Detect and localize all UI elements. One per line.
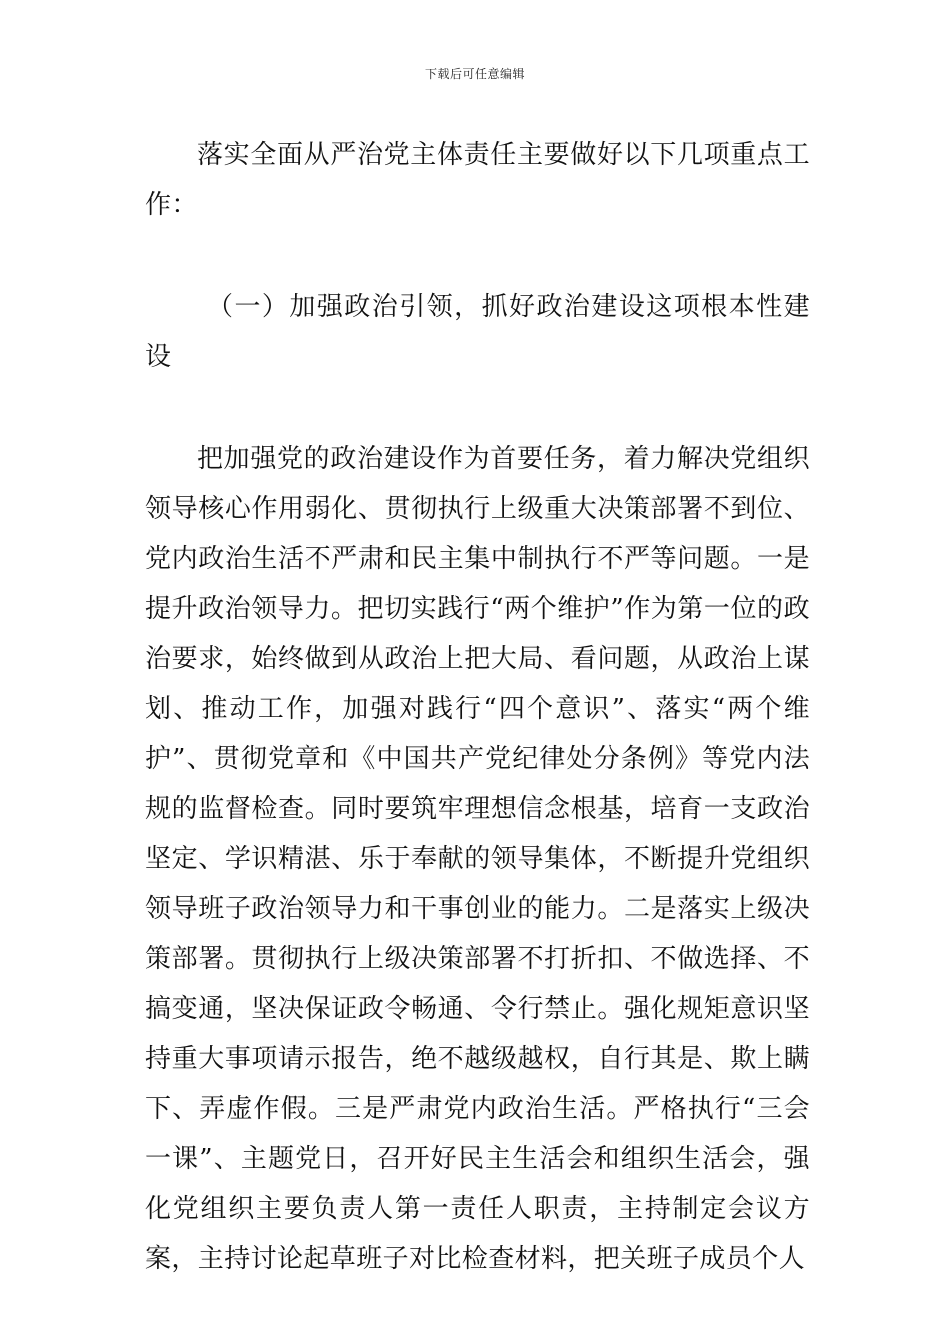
section-title: （一）加强政治引领，抓好政治建设这项根本性建设 bbox=[145, 292, 810, 372]
document-content bbox=[145, 130, 810, 1284]
header-note: 下载后可任意编辑 bbox=[424, 67, 525, 81]
body-paragraph: 把加强党的政治建设作为首要任务，着力解决党组织领导核心作用弱化、贯彻执行上级重大决策部署不到位、党内政治生活不严肃和民主集中制执行不严等问题。一是提升政治领导力。把切实践行“两个维护”作为第一位的政治要求，始终做到从政治上把大局、看问题，从政治上谋划、推动工作，加强对践行“四个意识”、落实“两个维护”、贯彻党章和《中国共产党纪律处分条例》等党内法规的监督检查。同时要筑牢理想信念根基，培育一支政治坚定、学识精湛、乐于奉献的领导集体，不断提升党组织领导班子政治领导力和干事创业的能力。二是落实上级决策部署。贯彻执行上级决策部署不打折扣、不做选择、不搞变通，坚决保证政令畅通、令行禁止。强化规矩意识坚持重大事项请示报告，绝不越级越权，自行其是、欺上瞒下、弄虚作假。三是严肃党内政治生活。严格执行“三会一课”、主题党日，召开好民主生活会和组织生活会，强化党组织主要负责人第一责任人职责，主持制定会议方案，主持讨论起草班子对比检查材料，把关班子成员个人 bbox=[145, 444, 810, 1274]
intro-paragraph: 落实全面从严治党主体责任主要做好以下几项重点工作： bbox=[145, 140, 810, 220]
